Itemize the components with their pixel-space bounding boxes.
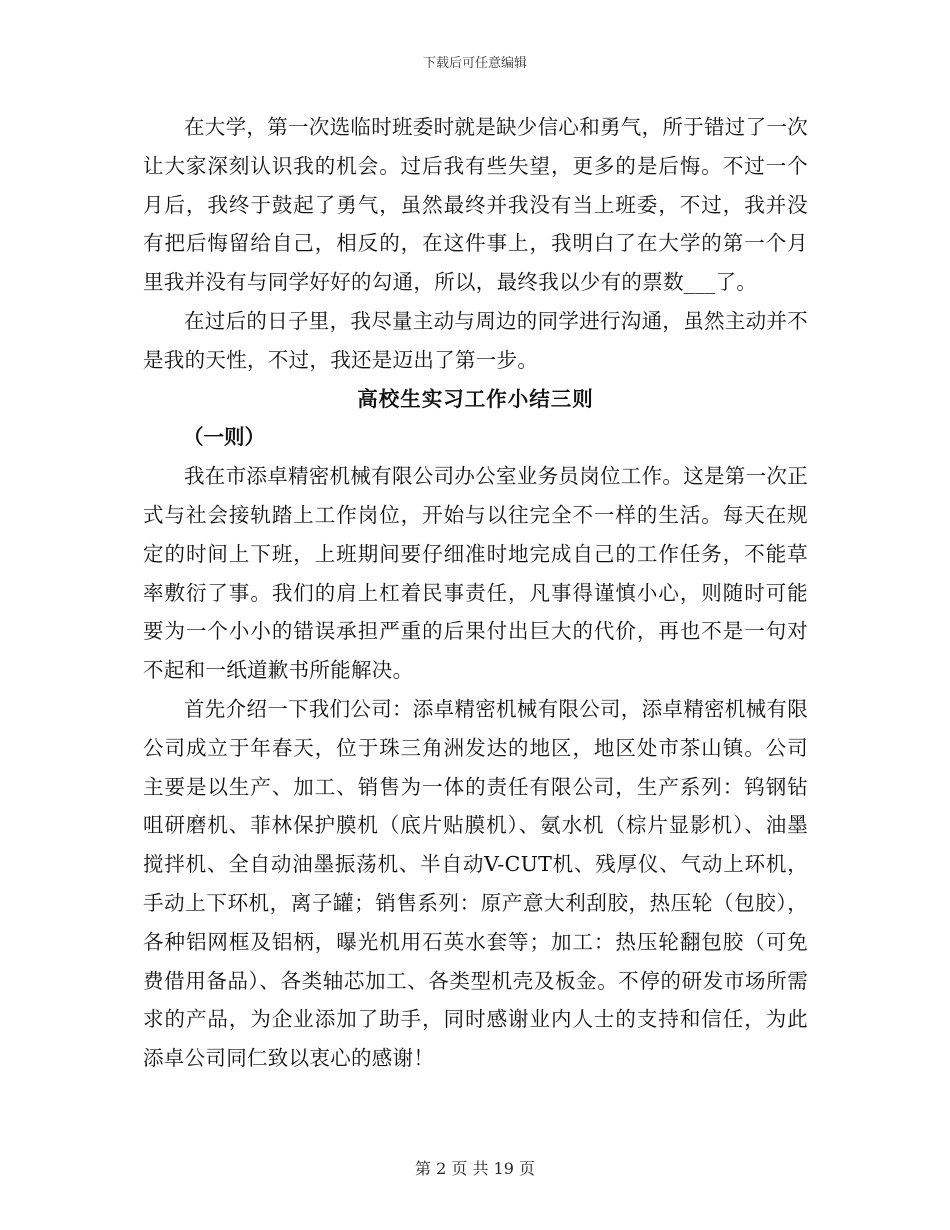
paragraph-company-intro: 首先介绍一下我们公司：添卓精密机械有限公司，添卓精密机械有限公司成立于年春天，位于珠三角洲发达的地区，地区处市茶山镇。公司主要是以生产、加工、销售为一体的责任有限公司，生产系列：钨钢钻咀研磨机、菲林保护膜机（底片贴膜机）、氨水机（棕片显影机）、油墨搅拌机、全自动油墨振荡机、半自动V-CUT机、残厚仪、气动上环机，手动上下环机，离子罐；销售系列：原产意大利刮胶，热压轮（包胶），各种铝网框及铝柄，曝光机用石英水套等；加工：热压轮翻包胶（可免费借用备品）、各类轴芯加工、各类型机壳及板金。不停的研发市场所需求的产品，为企业添加了助手，同时感谢业内人士的支持和信任，为此添卓公司同仁致以衷心的感谢！	[143, 696, 808, 1071]
paragraph-confidence: 在大学，第一次选临时班委时就是缺少信心和勇气，所于错过了一次让大家深刻认识我的机会。过后我有些失望，更多的是后悔。不过一个月后，我终于鼓起了勇气，虽然最终并我没有当上班委，不过，我并没有把后悔留给自己，相反的，在这件事上，我明白了在大学的第一个月里我并没有与同学好好的勾通，所以，最终我以少有的票数___了。	[143, 115, 808, 295]
paragraph-communication: 在过后的日子里，我尽量主动与周边的同学进行沟通，虽然主动并不是我的天性，不过，我还是迈出了第一步。	[143, 308, 808, 372]
header-note: 下载后可任意编辑	[422, 56, 527, 71]
section-subtitle: （一则）	[183, 425, 265, 450]
document-body	[143, 108, 808, 1078]
page-number: 第 2 页 共 19 页	[415, 1159, 535, 1178]
section-title: 高校生实习工作小结三则	[357, 386, 594, 411]
paragraph-job-intro: 我在市添卓精密机械有限公司办公室业务员岗位工作。这是第一次正式与社会接轨踏上工作岗位，开始与以往完全不一样的生活。每天在规定的时间上下班，上班期间要仔细准时地完成自己的工作任务，不能草率敷衍了事。我们的肩上杠着民事责任，凡事得谨慎小心，则随时可能要为一个小小的错误承担严重的后果付出巨大的代价，再也不是一句对不起和一纸道歉书所能解决。	[143, 464, 808, 683]
